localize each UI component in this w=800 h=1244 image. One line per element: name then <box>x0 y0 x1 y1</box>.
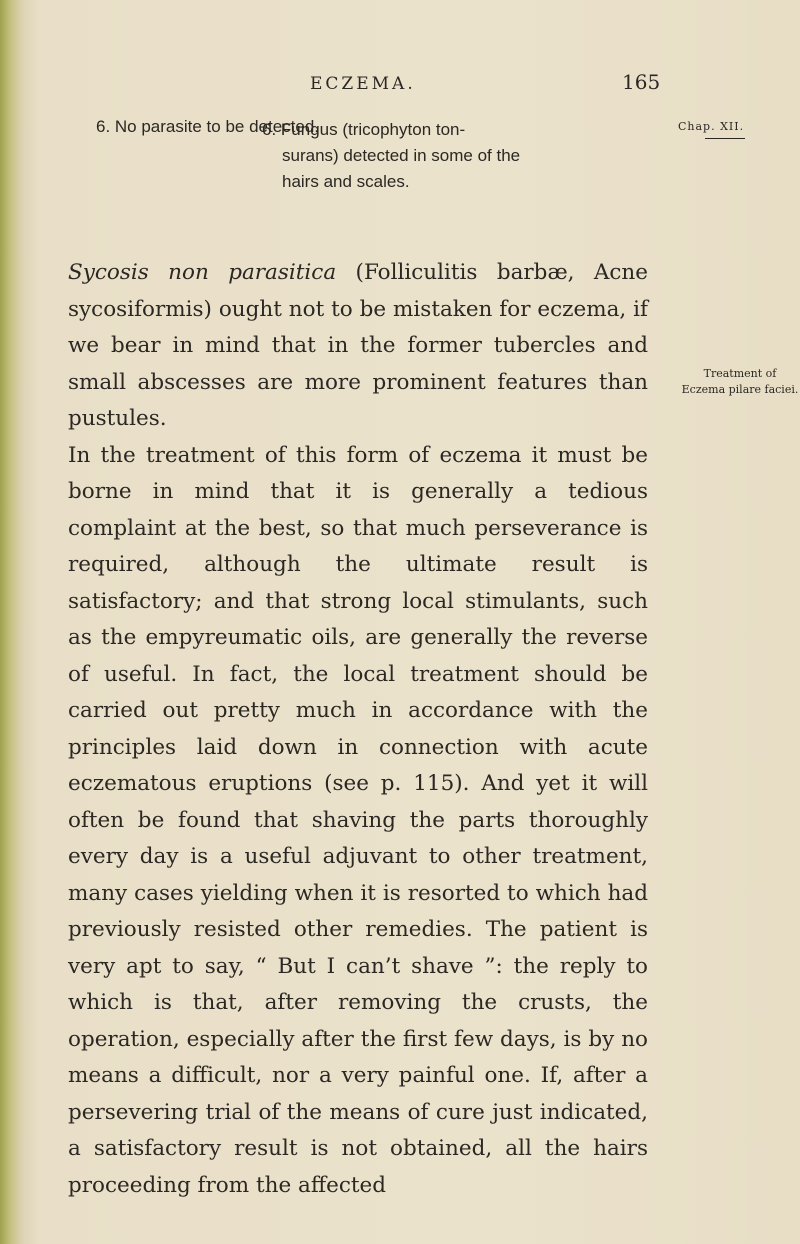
sycosis-description: (Folliculitis barbæ, Acne sycosiformis) ought not to be mistaken for eczema, if we bear in mind that in the former tubercles and small abscesses are more prominent features than pustules. <box>68 260 649 431</box>
sycosis-term: Sycosis non parasitica <box>68 260 337 285</box>
chapter-underline <box>705 138 745 139</box>
diagnosis-right-column <box>262 117 662 195</box>
margin-note <box>680 366 800 398</box>
chapter-label: Chap. XII. <box>678 120 745 133</box>
paragraph-sycosis <box>68 255 648 438</box>
diagnosis-right-line-1: 6. Fungus (tricophyton ton- <box>262 120 466 139</box>
diagnosis-right-line-3: hairs and scales. <box>282 172 410 191</box>
margin-note-line-2: Eczema pilare faciei. <box>681 383 799 396</box>
margin-note-line-1: Treatment of <box>703 367 777 380</box>
page-number: 165 <box>622 70 661 94</box>
running-title: ECZEMA. <box>310 74 416 94</box>
body-text <box>68 255 648 1204</box>
paragraph-treatment: In the treatment of this form of eczema it must be borne in mind that it is generally a tedious complaint at the best, so that much perseverance is required, although the ultimate result is satisfactory; and that strong local stimulants, such as the empyreumatic oils, are generally the reverse of useful. In fact, the local treatment should be carried out pretty much in accordance with the principles laid down in connection with acute eczematous eruptions (see p. 115). And yet it will often be found that shaving the parts thoroughly every day is a useful adjuvant to other treatment, many cases yielding when it is resorted to which had previously resisted other remedies. The patient is very apt to say, “ But I can’t shave ”: the reply to which is that, after removing the crusts, the operation, especially after the first few days, is by no means a difficult, nor a very painful one. If, after a persevering trial of the means of cure just indicated, a satisfactory result is not obtained, all the hairs proceeding from the affected <box>68 442 648 1198</box>
diagnosis-left-column: 6. No parasite to be detected. <box>96 117 320 136</box>
diagnosis-right-line-2: surans) detected in some of the <box>282 146 521 165</box>
